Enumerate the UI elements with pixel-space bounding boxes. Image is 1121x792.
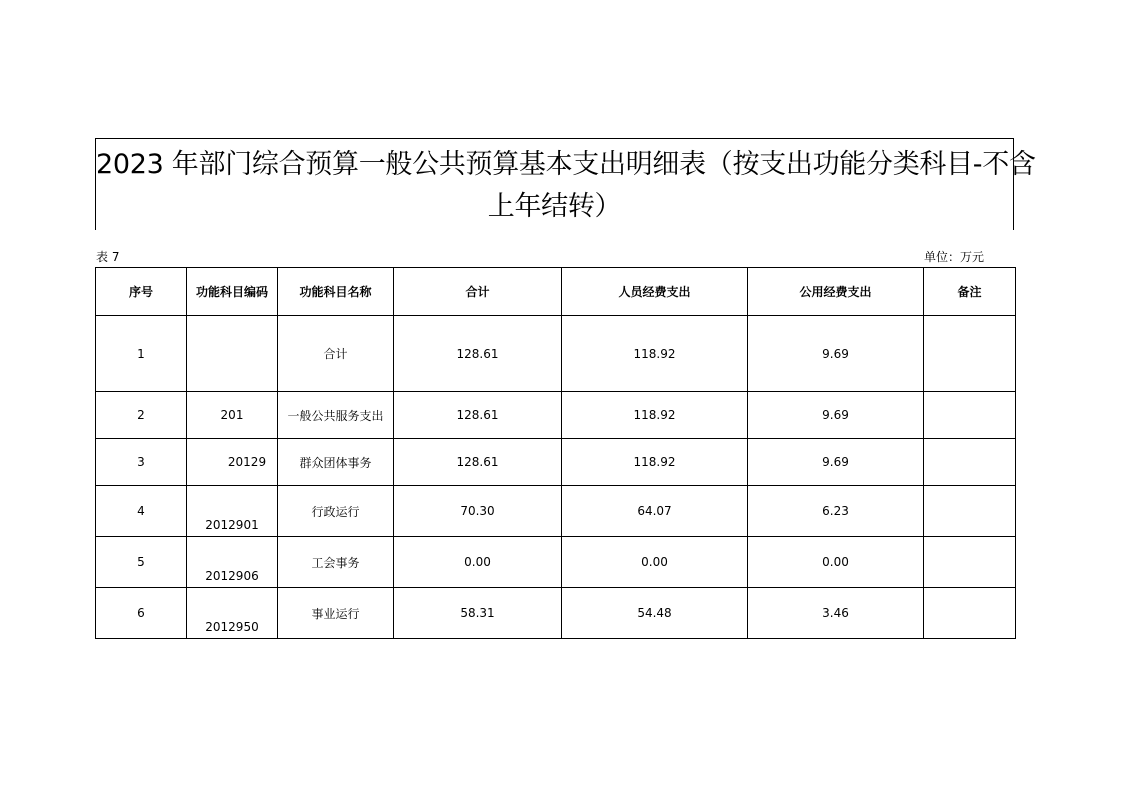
cell-public: 9.69 (748, 439, 924, 486)
header-total: 合计 (394, 268, 562, 316)
cell-personnel: 118.92 (562, 439, 748, 486)
table-header-row (96, 268, 1016, 316)
table-row (96, 392, 1016, 439)
cell-public: 6.23 (748, 486, 924, 537)
cell-note (924, 588, 1016, 639)
cell-code: 201 (187, 392, 278, 439)
cell-name: 行政运行 (278, 486, 394, 537)
cell-serial: 5 (96, 537, 187, 588)
cell-name: 合计 (278, 316, 394, 392)
unit-label: 单位：万元 (924, 250, 985, 264)
header-note: 备注 (924, 268, 1016, 316)
cell-personnel: 54.48 (562, 588, 748, 639)
cell-code: 2012901 (187, 486, 278, 537)
cell-total: 58.31 (394, 588, 562, 639)
cell-personnel: 118.92 (562, 392, 748, 439)
cell-serial: 6 (96, 588, 187, 639)
cell-note (924, 486, 1016, 537)
cell-personnel: 118.92 (562, 316, 748, 392)
header-personnel: 人员经费支出 (562, 268, 748, 316)
table-row (96, 486, 1016, 537)
table-row (96, 537, 1016, 588)
cell-public: 9.69 (748, 316, 924, 392)
table-row (96, 316, 1016, 392)
header-code: 功能科目编码 (187, 268, 278, 316)
cell-code (187, 316, 278, 392)
cell-name: 群众团体事务 (278, 439, 394, 486)
cell-name: 事业运行 (278, 588, 394, 639)
cell-serial: 3 (96, 439, 187, 486)
cell-code: 2012950 (187, 588, 278, 639)
cell-code: 2012906 (187, 537, 278, 588)
report-title-line-2: 上年结转） (487, 191, 622, 222)
report-title-line-1: 2023 年部门综合预算一般公共预算基本支出明细表（按支出功能分类科目-不含 (96, 149, 1036, 180)
cell-serial: 2 (96, 392, 187, 439)
cell-note (924, 537, 1016, 588)
cell-total: 128.61 (394, 316, 562, 392)
header-name: 功能科目名称 (278, 268, 394, 316)
report-title-box (95, 138, 1036, 230)
cell-serial: 1 (96, 316, 187, 392)
header-public: 公用经费支出 (748, 268, 924, 316)
cell-name: 工会事务 (278, 537, 394, 588)
cell-public: 0.00 (748, 537, 924, 588)
cell-personnel: 64.07 (562, 486, 748, 537)
header-serial: 序号 (96, 268, 187, 316)
cell-serial: 4 (96, 486, 187, 537)
table-number: 表 7 (96, 250, 120, 264)
cell-total: 128.61 (394, 439, 562, 486)
table-row (96, 439, 1016, 486)
cell-note (924, 439, 1016, 486)
cell-note (924, 392, 1016, 439)
expenditure-table (95, 267, 1016, 639)
cell-total: 70.30 (394, 486, 562, 537)
table-row (96, 588, 1016, 639)
cell-total: 128.61 (394, 392, 562, 439)
cell-public: 9.69 (748, 392, 924, 439)
cell-note (924, 316, 1016, 392)
cell-name: 一般公共服务支出 (278, 392, 394, 439)
cell-code: 20129 (187, 439, 278, 486)
cell-total: 0.00 (394, 537, 562, 588)
cell-personnel: 0.00 (562, 537, 748, 588)
cell-public: 3.46 (748, 588, 924, 639)
